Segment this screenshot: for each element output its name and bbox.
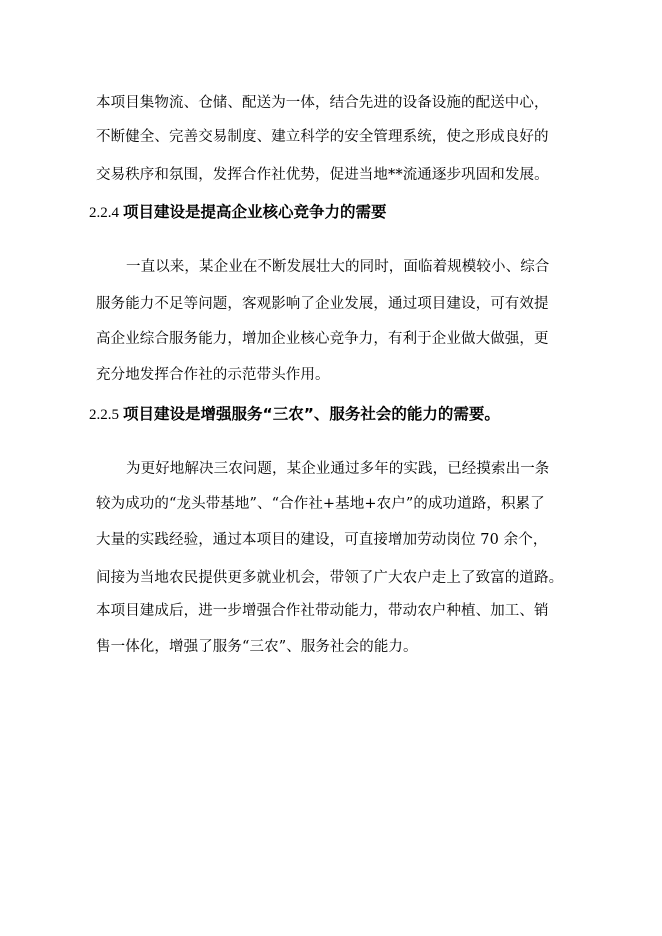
paragraph-2-line-4: 充分地发挥合作社的示范带头作用。 (96, 367, 330, 383)
paragraph-3-line-2: 较为成功的“龙头带基地”、“合作社+基地+农户”的成功道路，积累了 (96, 496, 545, 512)
section-title: 项目建设是提高企业核心竞争力的需要 (123, 203, 387, 221)
paragraph-2-line-3: 高企业综合服务能力，增加企业核心竞争力，有利于企业做大做强，更 (96, 331, 549, 347)
paragraph-3-line-5: 本项目建成后，进一步增强合作社带动能力，带动农户种植、加工、销 (96, 603, 549, 619)
paragraph-3-line-4: 间接为当地农民提供更多就业机会，带领了广大农户走上了致富的道路。 (96, 570, 564, 586)
section-number: 2.2.4 (89, 205, 119, 221)
paragraph-2-line-2: 服务能力不足等问题，客观影响了企业发展，通过项目建设，可有效提 (96, 296, 549, 312)
paragraph-2-line-1: 一直以来，某企业在不断发展壮大的同时，面临着规模较小、综合 (126, 259, 550, 275)
paragraph-1-line-1: 本项目集物流、仓储、配送为一体，结合先进的设备设施的配送中心， (96, 95, 549, 111)
section-title: 项目建设是增强服务“三农”、服务社会的能力的需要。 (123, 405, 500, 423)
paragraph-1-line-3: 交易秩序和氛围，发挥合作社优势，促进当地**流通逐步巩固和发展。 (96, 167, 549, 183)
section-heading-2-2-5 (89, 403, 500, 426)
section-number: 2.2.5 (89, 407, 119, 423)
paragraph-3-line-3: 大量的实践经验，通过本项目的建设，可直接增加劳动岗位 70 余个， (96, 532, 548, 548)
section-heading-2-2-4 (89, 201, 387, 224)
paragraph-3-line-6: 售一体化，增强了服务“三农”、服务社会的能力。 (96, 639, 418, 655)
paragraph-1-line-2: 不断健全、完善交易制度、建立科学的安全管理系统，使之形成良好的 (96, 129, 549, 145)
paragraph-3-line-1: 为更好地解决三农问题，某企业通过多年的实践，已经摸索出一条 (126, 461, 550, 477)
